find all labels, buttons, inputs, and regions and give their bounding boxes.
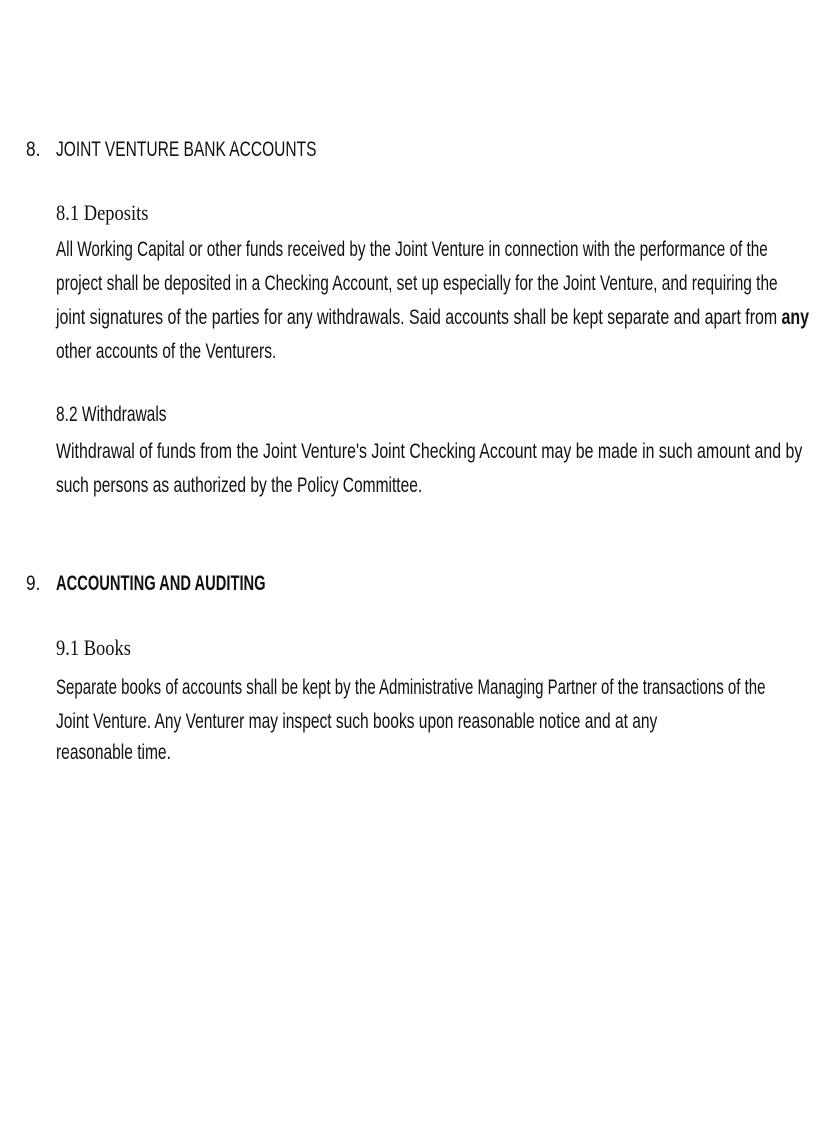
paragraph-line: other accounts of the Venturers. — [56, 340, 277, 363]
paragraph-line: Separate books of accounts shall be kept by the Administrative Managing Partner of the transactions of the — [56, 676, 766, 699]
paragraph-line: Withdrawal of funds from the Joint Venture's Joint Checking Account may be made in such amount and by — [56, 440, 803, 463]
paragraph-line: All Working Capital or other funds received by the Joint Venture in connection with the performance of the — [56, 238, 768, 261]
section-title: ACCOUNTING AND AUDITING — [56, 572, 266, 595]
subsection-heading-8-2 — [56, 402, 205, 427]
section-number: 8. — [26, 138, 41, 161]
paragraph-line: joint signatures of the parties for any withdrawals. Said accounts shall be kept separate and apart from any — [56, 306, 809, 329]
paragraph-line: reasonable time. — [56, 741, 171, 764]
subsection-heading-9-1 — [56, 635, 145, 661]
subsection-heading-text: 8.1 Deposits — [56, 200, 149, 225]
paragraph-line: such persons as authorized by the Policy Committee. — [56, 474, 423, 497]
emphasis-word: any — [781, 306, 809, 329]
section-number: 9. — [26, 572, 41, 595]
section-title: JOINT VENTURE BANK ACCOUNTS — [56, 138, 317, 161]
subsection-heading-8-1 — [56, 200, 166, 226]
paragraph-line: Joint Venture. Any Venturer may inspect such books upon reasonable notice and at any — [56, 710, 658, 733]
paragraph-line: project shall be deposited in a Checking Account, set up especially for the Joint Venture, and requiring the — [56, 272, 778, 295]
subsection-heading-text: 9.1 Books — [56, 635, 131, 660]
subsection-heading-text: 8.2 Withdrawals — [56, 403, 167, 426]
